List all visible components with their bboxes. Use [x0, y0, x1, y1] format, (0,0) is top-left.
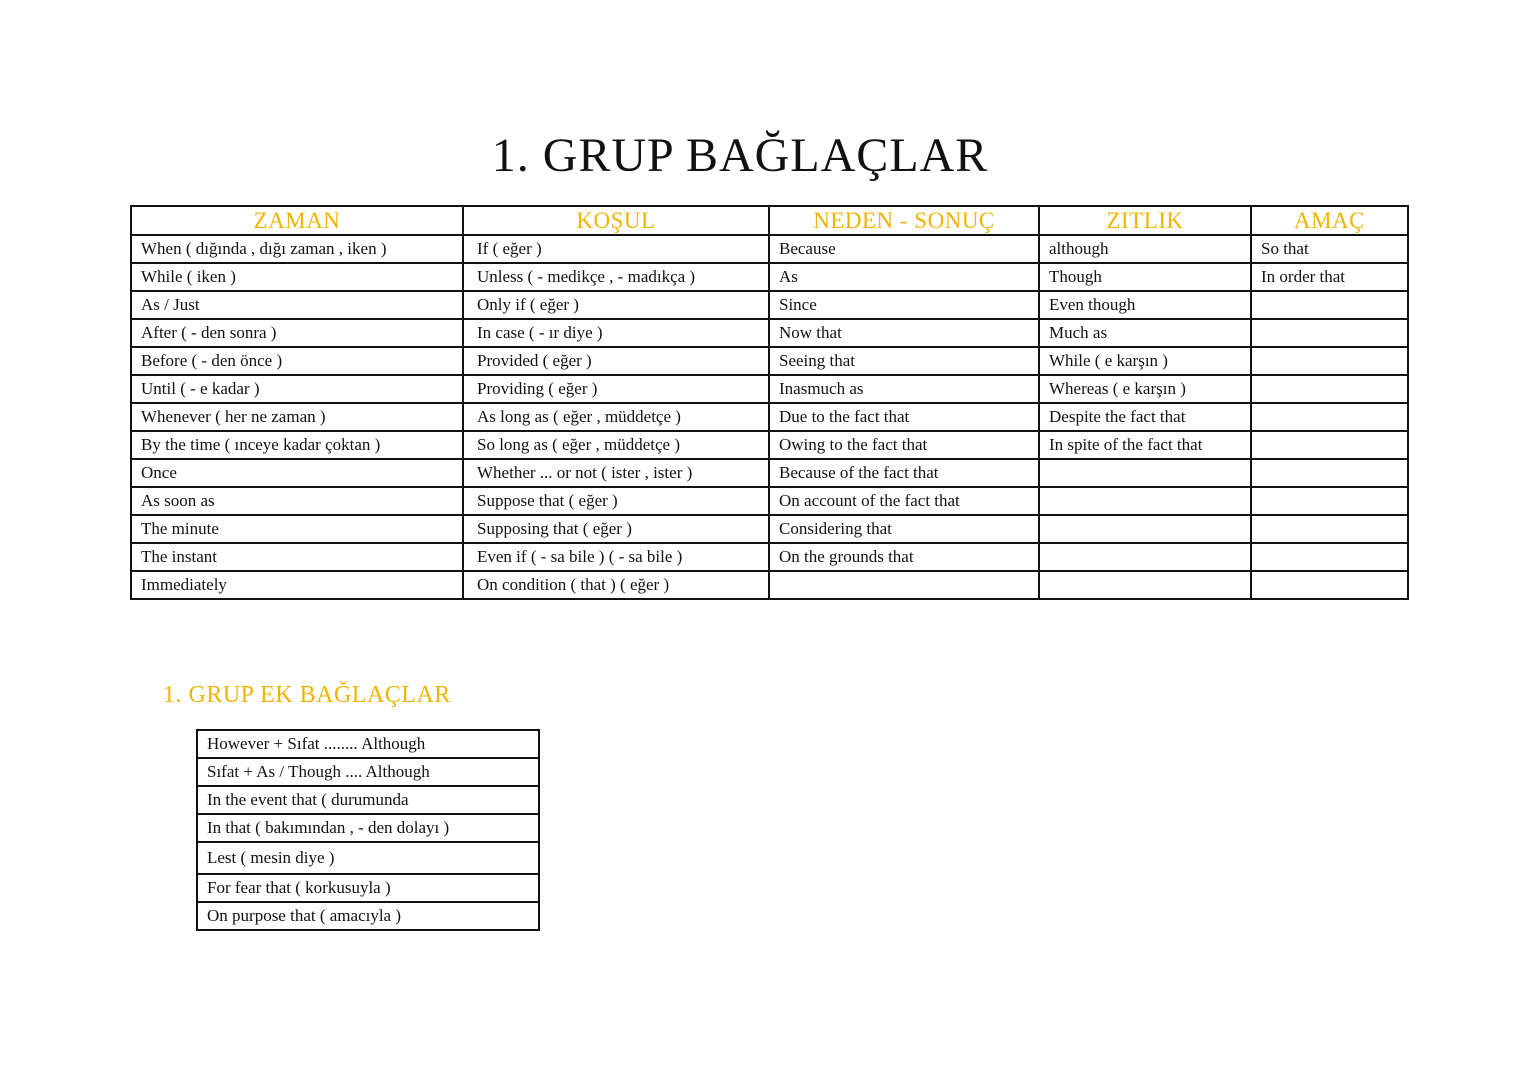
cell-kosul: Provided ( eğer )	[463, 347, 769, 375]
cell-zitlik: Much as	[1039, 319, 1251, 347]
table-row	[131, 431, 1408, 459]
cell-kosul: Supposing that ( eğer )	[463, 515, 769, 543]
cell-kosul: Providing ( eğer )	[463, 375, 769, 403]
table-row	[131, 571, 1408, 599]
cell-neden-sonuc: As	[769, 263, 1039, 291]
cell-neden-sonuc: Seeing that	[769, 347, 1039, 375]
cell-neden-sonuc: Owing to the fact that	[769, 431, 1039, 459]
conjunctions-table	[130, 205, 1409, 600]
cell-kosul: If ( eğer )	[463, 235, 769, 263]
table-row	[197, 842, 539, 874]
table-row	[131, 291, 1408, 319]
ek-conjunctions-table	[196, 729, 540, 931]
cell-kosul: Whether ... or not ( ister , ister )	[463, 459, 769, 487]
cell-zaman: By the time ( ınceye kadar çoktan )	[131, 431, 463, 459]
cell-kosul: Even if ( - sa bile ) ( - sa bile )	[463, 543, 769, 571]
table-row	[197, 786, 539, 814]
ek-cell: On purpose that ( amacıyla )	[197, 902, 539, 930]
cell-neden-sonuc: Inasmuch as	[769, 375, 1039, 403]
cell-amac	[1251, 291, 1408, 319]
header-kosul: KOŞUL	[463, 206, 769, 235]
cell-kosul: Unless ( - medikçe , - madıkça )	[463, 263, 769, 291]
cell-zaman: Once	[131, 459, 463, 487]
cell-neden-sonuc: On the grounds that	[769, 543, 1039, 571]
cell-zitlik: While ( e karşın )	[1039, 347, 1251, 375]
table-row	[197, 874, 539, 902]
cell-zitlik	[1039, 459, 1251, 487]
cell-neden-sonuc: On account of the fact that	[769, 487, 1039, 515]
cell-amac: In order that	[1251, 263, 1408, 291]
table-row	[197, 902, 539, 930]
cell-kosul: Suppose that ( eğer )	[463, 487, 769, 515]
cell-neden-sonuc	[769, 571, 1039, 599]
ek-cell: In the event that ( durumunda	[197, 786, 539, 814]
cell-amac	[1251, 571, 1408, 599]
ek-cell: Lest ( mesin diye )	[197, 842, 539, 874]
table-row	[197, 730, 539, 758]
ek-cell: However + Sıfat ........ Although	[197, 730, 539, 758]
cell-zaman: Whenever ( her ne zaman )	[131, 403, 463, 431]
cell-neden-sonuc: Because of the fact that	[769, 459, 1039, 487]
header-row	[131, 206, 1408, 235]
cell-amac	[1251, 347, 1408, 375]
table-row	[131, 403, 1408, 431]
cell-neden-sonuc: Because	[769, 235, 1039, 263]
cell-amac	[1251, 487, 1408, 515]
cell-zaman: The minute	[131, 515, 463, 543]
cell-amac	[1251, 515, 1408, 543]
header-amac: AMAÇ	[1251, 206, 1408, 235]
cell-zitlik: Despite the fact that	[1039, 403, 1251, 431]
cell-zaman: When ( dığında , dığı zaman , iken )	[131, 235, 463, 263]
cell-zitlik: although	[1039, 235, 1251, 263]
table-row	[131, 235, 1408, 263]
cell-kosul: As long as ( eğer , müddetçe )	[463, 403, 769, 431]
table-row	[131, 375, 1408, 403]
header-neden-sonuc: NEDEN - SONUÇ	[769, 206, 1039, 235]
cell-zitlik	[1039, 487, 1251, 515]
table-row	[131, 319, 1408, 347]
table-row	[131, 543, 1408, 571]
cell-amac: So that	[1251, 235, 1408, 263]
ek-cell: In that ( bakımından , - den dolayı )	[197, 814, 539, 842]
cell-kosul: So long as ( eğer , müddetçe )	[463, 431, 769, 459]
cell-zaman: Until ( - e kadar )	[131, 375, 463, 403]
ek-cell: For fear that ( korkusuyla )	[197, 874, 539, 902]
header-zaman: ZAMAN	[131, 206, 463, 235]
cell-amac	[1251, 543, 1408, 571]
table-row	[131, 263, 1408, 291]
table-row	[131, 515, 1408, 543]
cell-zitlik: In spite of the fact that	[1039, 431, 1251, 459]
cell-amac	[1251, 431, 1408, 459]
cell-kosul: Only if ( eğer )	[463, 291, 769, 319]
ek-cell: Sıfat + As / Though .... Although	[197, 758, 539, 786]
cell-amac	[1251, 459, 1408, 487]
cell-kosul: In case ( - ır diye )	[463, 319, 769, 347]
header-zitlik: ZITLIK	[1039, 206, 1251, 235]
cell-zitlik	[1039, 571, 1251, 599]
cell-zitlik: Though	[1039, 263, 1251, 291]
cell-neden-sonuc: Considering that	[769, 515, 1039, 543]
cell-kosul: On condition ( that ) ( eğer )	[463, 571, 769, 599]
cell-zaman: The instant	[131, 543, 463, 571]
cell-zaman: Immediately	[131, 571, 463, 599]
cell-zaman: After ( - den sonra )	[131, 319, 463, 347]
cell-neden-sonuc: Since	[769, 291, 1039, 319]
cell-amac	[1251, 319, 1408, 347]
cell-zaman: As soon as	[131, 487, 463, 515]
cell-zitlik: Even though	[1039, 291, 1251, 319]
cell-neden-sonuc: Now that	[769, 319, 1039, 347]
table-row	[131, 459, 1408, 487]
page-title: 1. GRUP BAĞLAÇLAR	[491, 129, 989, 182]
table-row	[197, 758, 539, 786]
table-row	[131, 347, 1408, 375]
cell-zaman: Before ( - den önce )	[131, 347, 463, 375]
cell-amac	[1251, 403, 1408, 431]
cell-neden-sonuc: Due to the fact that	[769, 403, 1039, 431]
cell-amac	[1251, 375, 1408, 403]
cell-zaman: While ( iken )	[131, 263, 463, 291]
cell-zitlik: Whereas ( e karşın )	[1039, 375, 1251, 403]
cell-zitlik	[1039, 543, 1251, 571]
table-row	[131, 487, 1408, 515]
cell-zitlik	[1039, 515, 1251, 543]
section-title-ek: 1. GRUP EK BAĞLAÇLAR	[163, 682, 451, 708]
table-row	[197, 814, 539, 842]
cell-zaman: As / Just	[131, 291, 463, 319]
